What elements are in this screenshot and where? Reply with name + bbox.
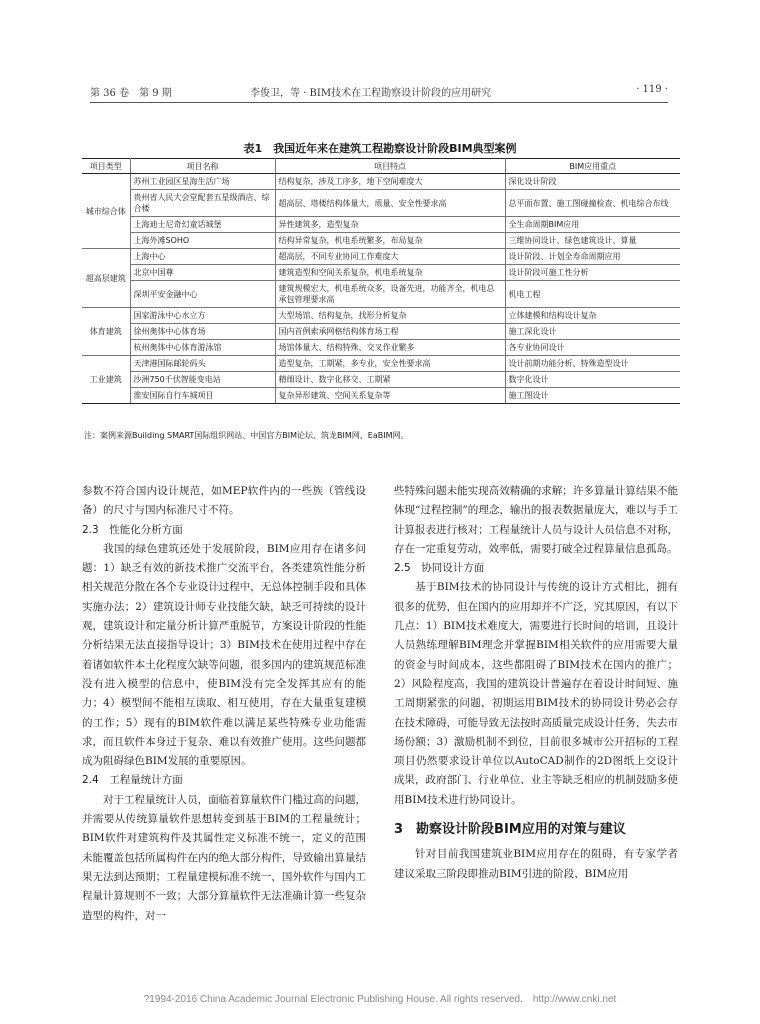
header-features: 项目特点 bbox=[275, 159, 505, 174]
focus-cell: 设计阶段、计划全寿命周期应用 bbox=[505, 249, 680, 265]
header-name: 项目名称 bbox=[130, 159, 275, 174]
name-cell: 上海迪士尼奇幻童话城堡 bbox=[130, 217, 275, 233]
name-cell: 苏州工业园区星海生活广场 bbox=[130, 174, 275, 190]
focus-cell: 设计阶段可施工性分析 bbox=[505, 265, 680, 281]
feature-cell: 超高层，不同专业协同工作难度大 bbox=[275, 249, 505, 265]
page-number: · 119 · bbox=[636, 84, 668, 95]
feature-cell: 结构复杂，涉及工序多，地下空间难度大 bbox=[275, 174, 505, 190]
focus-cell: 数字化设计 bbox=[505, 372, 680, 388]
type-cell: 工业建筑 bbox=[82, 356, 130, 404]
left-column bbox=[82, 482, 366, 926]
name-cell: 国家游泳中心水立方 bbox=[130, 308, 275, 324]
table-row bbox=[82, 265, 680, 281]
focus-cell: 设计前期功能分析、特殊造型设计 bbox=[505, 356, 680, 372]
paragraph: 对于工程量统计人员，面临着算量软件门槛过高的问题，并需要从传统算量软件思想转变到基于BIM的工程量统计；BIM软件对建筑构件及其属性定义标准不统一，定义的范围未能覆盖包括所属构件在内的绝大部分构件，导致输出算量结果无法到达预期；工程量建模标准不统一，国外软件与国内工程量计算规则不一致；大部分算量软件无法准确计算一些复杂造型的构件，对一 bbox=[82, 793, 366, 922]
name-cell: 沙洲750千伏智能变电站 bbox=[130, 372, 275, 388]
name-cell: 徐州奥体中心体育场 bbox=[130, 324, 275, 340]
name-cell: 贵州省人民大会堂配套五星级酒店、综合楼 bbox=[130, 190, 275, 217]
table-row bbox=[82, 340, 680, 356]
feature-cell: 异性建筑多，造型复杂 bbox=[275, 217, 505, 233]
type-cell: 城市综合体 bbox=[82, 174, 130, 249]
section-heading-2-5: 2.5 协同设计方面 bbox=[394, 562, 485, 575]
name-cell: 淮安国际自行车城项目 bbox=[130, 388, 275, 404]
feature-cell: 复杂异形建筑、空间关系复杂等 bbox=[275, 388, 505, 404]
paragraph: 基于BIM技术的协同设计与传统的设计方式相比，拥有很多的优势，但在国内的应用却并不广泛，究其原因，有以下几点：1）BIM技术难度大，需要进行长时间的培训，且设计人员熟练理解BIM理念并掌握BIM相关软件的应用需要大量的资金与时间成本，这些都阻碍了BIM技术在国内的推广；2）风险程度高，我国的建筑设计普遍存在着设计时间短、施工周期紧张的问题，初期运用BIM技术的协同设计势必会存在技术障碍，可能导致无法按时高质量完成设计任务，失去市场份额；3）激励机制不到位，目前很多城市公开招标的工程项目仍然要求设计单位以AutoCAD制作的2D图纸上交设计成果，政府部门、行业单位、业主等缺乏相应的机制鼓励多使用BIM技术进行协同设计。 bbox=[394, 581, 678, 806]
paragraph: 我国的绿色建筑还处于发展阶段，BIM应用存在诸多问题：1）缺乏有效的新技术推广交流平台，各类建筑性能分析相关规范分散在各个专业设计过程中，无总体控制手段和具体实施办法；2）建筑设计师专业技能欠缺，缺乏可持续的设计观，建筑设计和定量分析计算严重脱节，方案设计阶段的性能分析结果无法直接指导设计；3）BIM技术在使用过程中存在着诸如软件本土化程度欠缺等问题，很多国内的建筑规范标准没有进入模型的信息中，使BIM没有完全发挥其应有的能力；4）模型间不能相互读取、相互使用，存在大量重复建模的工作；5）现有的BIM软件难以满足某些特殊专业功能需求，而且软件本身过于复杂、难以有效推广使用。这些问题都成为阻碍绿色BIM发展的重要原因。 bbox=[82, 542, 366, 768]
paragraph: 些特殊问题未能实现高效精确的求解；许多算量计算结果不能体现“过程控制”的理念，输出的报表数据量庞大，难以与手工计算报表进行核对；工程量统计人员与设计人员信息不对称，存在一定重复劳动，效率低，需要打破全过程算量信息孤岛。 bbox=[394, 485, 678, 555]
focus-cell: 总平面布置、施工图碰撞检查、机电综合布线 bbox=[505, 190, 680, 217]
volume-issue: 第 36 卷 第 9 期 bbox=[90, 88, 172, 99]
focus-cell: 施工深化设计 bbox=[505, 324, 680, 340]
table-header-row bbox=[82, 159, 680, 174]
feature-cell: 超高层、塔楼结构体量大，质量、安全性要求高 bbox=[275, 190, 505, 217]
article-running-title: 李俊卫，等 · BIM技术在工程勘察设计阶段的应用研究 bbox=[250, 88, 492, 99]
table-row bbox=[82, 388, 680, 404]
focus-cell: 全生命周期BIM应用 bbox=[505, 217, 680, 233]
feature-cell: 国内首例索承网格结构体育场工程 bbox=[275, 324, 505, 340]
focus-cell: 深化设计阶段 bbox=[505, 174, 680, 190]
table-row bbox=[82, 217, 680, 233]
header-bim-focus: BIM应用重点 bbox=[505, 159, 680, 174]
table-row bbox=[82, 190, 680, 217]
right-column bbox=[394, 482, 678, 884]
feature-cell: 建筑造型和空间关系复杂，机电系统复杂 bbox=[275, 265, 505, 281]
focus-cell: 三维协同设计、绿色建筑设计、算量 bbox=[505, 233, 680, 249]
feature-cell: 场馆体量大、结构特殊、交叉作业繁多 bbox=[275, 340, 505, 356]
table-caption: 表1 我国近年来在建筑工程勘察设计阶段BIM典型案例 bbox=[243, 142, 517, 155]
feature-cell: 造型复杂，工期紧，多专业，安全性要求高 bbox=[275, 356, 505, 372]
focus-cell: 施工图设计 bbox=[505, 388, 680, 404]
focus-cell: 各专业协同设计 bbox=[505, 340, 680, 356]
name-cell: 上海中心 bbox=[130, 249, 275, 265]
running-header bbox=[90, 84, 668, 103]
copyright-footer: ?1994-2016 China Academic Journal Electronic Publishing House. All rights reserved. http://www.cnki.net bbox=[143, 994, 617, 1005]
table-row bbox=[82, 233, 680, 249]
table-row bbox=[82, 372, 680, 388]
focus-cell: 机电工程 bbox=[505, 281, 680, 308]
header-type: 项目类型 bbox=[82, 159, 130, 174]
section-heading-2-3: 2.3 性能化分析方面 bbox=[82, 523, 183, 536]
name-cell: 深圳平安金融中心 bbox=[130, 281, 275, 308]
table-row bbox=[82, 356, 680, 372]
feature-cell: 精细设计、数字化移交、工期紧 bbox=[275, 372, 505, 388]
paragraph: 参数不符合国内设计规范，如MEP软件内的一些族（管线设备）的尺寸与国内标准尺寸不符。 bbox=[82, 485, 366, 517]
case-table bbox=[82, 158, 680, 404]
section-heading-2-4: 2.4 工程量统计方面 bbox=[82, 774, 183, 787]
table-row bbox=[82, 308, 680, 324]
table-row bbox=[82, 281, 680, 308]
table-row bbox=[82, 249, 680, 265]
feature-cell: 大型场馆、结构复杂，找形分析复杂 bbox=[275, 308, 505, 324]
type-cell: 体育建筑 bbox=[82, 308, 130, 356]
feature-cell: 结构异常复杂，机电系统繁多，布局复杂 bbox=[275, 233, 505, 249]
table-note: 注：案例来源Building SMART国际组织网站、中国官方BIM论坛、筑龙BIM网、EaBIM网。 bbox=[84, 431, 409, 440]
name-cell: 杭州奥体中心体育游泳馆 bbox=[130, 340, 275, 356]
type-cell: 超高层建筑 bbox=[82, 249, 130, 308]
name-cell: 天津港国际邮轮码头 bbox=[130, 356, 275, 372]
paragraph: 针对目前我国建筑业BIM应用存在的阻碍，有专家学者建议采取三阶段即推动BIM引进的阶段、BIM应用 bbox=[394, 848, 678, 880]
name-cell: 北京中国尊 bbox=[130, 265, 275, 281]
table-row bbox=[82, 174, 680, 190]
focus-cell: 立体建模和结构设计复杂 bbox=[505, 308, 680, 324]
section-heading-3: 3 勘察设计阶段BIM应用的对策与建议 bbox=[394, 822, 626, 838]
name-cell: 上海外滩SOHO bbox=[130, 233, 275, 249]
feature-cell: 建筑规模宏大，机电系统众多，设备先进，功能齐全，机电总承包管理要求高 bbox=[275, 281, 505, 308]
table-row bbox=[82, 324, 680, 340]
